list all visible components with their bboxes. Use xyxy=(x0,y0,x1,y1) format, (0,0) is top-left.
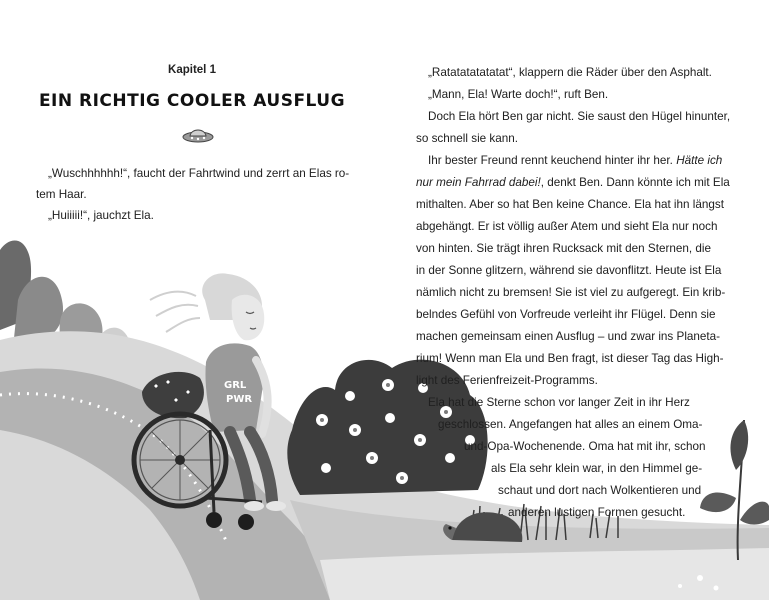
text-line: geschlossen. Angefangen hat alles an einem Oma- xyxy=(438,418,703,431)
text-line: nur mein Fahrrad dabei!, denkt Ben. Dann könnte ich mit Ela xyxy=(416,176,730,189)
text-line: schaut und dort nach Wolkentieren und xyxy=(498,484,702,497)
ufo-icon xyxy=(178,124,218,146)
text-line: Doch Ela hört Ben gar nicht. Sie saust den Hügel hinunter, xyxy=(428,110,731,123)
text-line: light des Ferienfreizeit-Programms. xyxy=(416,374,598,387)
chapter-title: EIN RICHTIG COOLER AUSFLUG xyxy=(38,91,346,111)
text-line: abgehängt. Er ist völlig außer Atem und sieht Ela nur noch xyxy=(416,220,718,233)
text-line: rium! Wenn man Ela und Ben fragt, ist dieser Tag das High- xyxy=(416,352,724,365)
text-line: Ela hat die Sterne schon vor langer Zeit in ihr Herz xyxy=(428,396,690,409)
text-line: „Huiiiii!“, jauchzt Ela. xyxy=(48,209,154,222)
text-line: tem Haar. xyxy=(36,188,87,201)
text-line: nämlich nicht zu bremsen! Sie ist viel zu aufgeregt. Ein krib- xyxy=(416,286,726,299)
text-line: „Ratatatatatatat“, klappern die Räder über den Asphalt. xyxy=(428,66,712,79)
text-line: Ihr bester Freund rennt keuchend hinter ihr her. Hätte ich xyxy=(428,154,723,167)
chapter-label: Kapitel 1 xyxy=(168,64,216,76)
text-line: „Wuschhhhhh!“, faucht der Fahrtwind und zerrt an Elas ro- xyxy=(48,167,350,180)
text-line: von hinten. Sie trägt ihren Rucksack mit den Sternen, die xyxy=(416,242,711,255)
text-line: machen gemeinsam einen Ausflug – und zwar ins Planeta- xyxy=(416,330,721,343)
text-line: in der Sonne glitzern, während sie davonflitzt. Heute ist Ela xyxy=(416,264,722,277)
text-line: mithalten. Aber so hat Ben keine Chance. Ela hat ihn längst xyxy=(416,198,724,211)
text-line: so schnell sie kann. xyxy=(416,132,518,145)
text-line: belndes Gefühl von Vorfreude verleiht ihr Flügel. Denn sie xyxy=(416,308,716,321)
text-line: anderen lustigen Formen gesucht. xyxy=(508,506,686,519)
shirt-print-line2: PWR xyxy=(226,394,253,405)
text-line: und-Opa-Wochenende. Oma hat mit ihr, schon xyxy=(464,440,706,453)
shirt-print-line1: GRL xyxy=(224,380,247,391)
right-page xyxy=(384,0,769,600)
left-page xyxy=(0,0,384,600)
text-line: als Ela sehr klein war, in den Himmel ge- xyxy=(491,462,703,475)
text-line: „Mann, Ela! Warte doch!“, ruft Ben. xyxy=(428,88,609,101)
